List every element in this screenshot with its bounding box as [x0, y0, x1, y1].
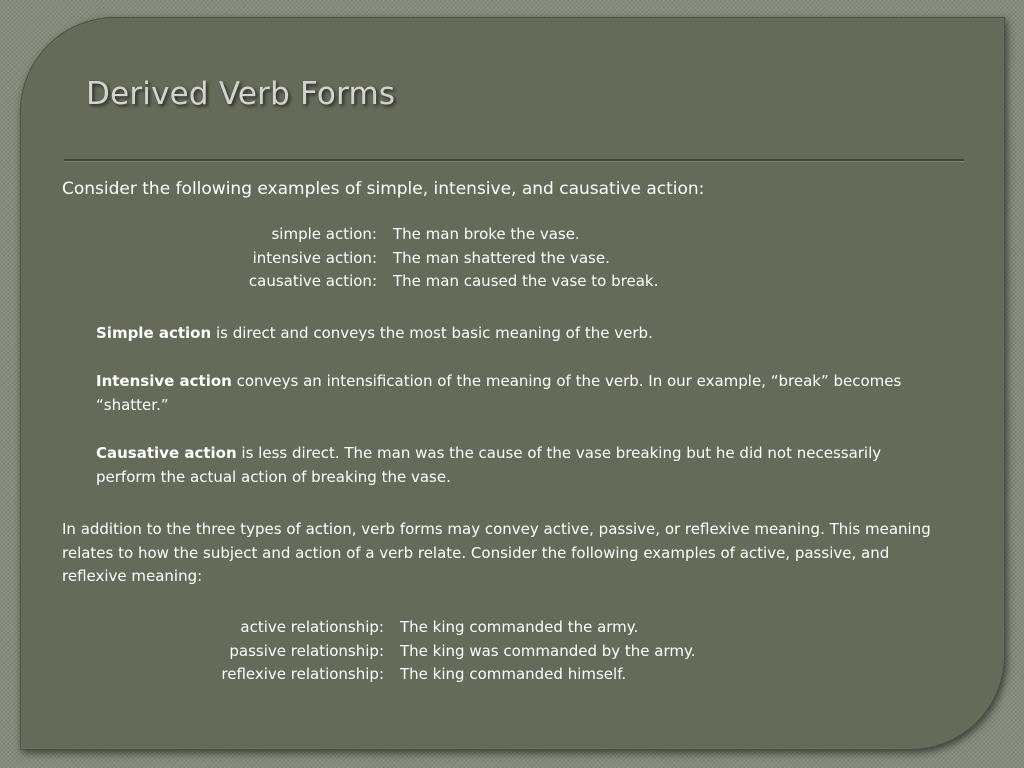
example-label: reflexive relationship: [221, 665, 384, 683]
example-sentence: The king commanded the army. [400, 618, 639, 636]
example-row-intensive [233, 247, 658, 271]
definition-simple [96, 321, 936, 345]
example-row-reflexive [200, 663, 696, 687]
example-row-active [200, 616, 696, 640]
example-sentence: The man broke the vase. [393, 225, 580, 243]
definition-text: is less direct. The man was the cause of the vase breaking but he did not necessarily perform the actual action of breaking the vase. [96, 444, 882, 486]
example-sentence: The king commanded himself. [400, 665, 627, 683]
example-label: active relationship: [240, 618, 384, 636]
example-label: causative action: [248, 272, 377, 290]
definition-causative [96, 441, 936, 489]
definition-term: Intensive action [96, 372, 232, 390]
example-sentence: The king was commanded by the army. [400, 641, 696, 660]
example-sentence: The man shattered the vase. [393, 248, 610, 267]
example-label: simple action: [271, 225, 377, 243]
slide-title: Derived Verb Forms [86, 76, 396, 112]
definition-intensive [96, 369, 936, 417]
definition-text: conveys an intensification of the meaning of the verb. In our example, “break” becomes “shatter.” [96, 372, 902, 414]
title-divider [64, 159, 964, 162]
intro-text: Consider the following examples of simple, intensive, and causative action: [62, 179, 705, 199]
example-row-passive [200, 640, 696, 664]
example-label: intensive action: [252, 248, 377, 267]
example-row-causative [233, 270, 658, 294]
definition-text: is direct and conveys the most basic meaning of the verb. [211, 324, 653, 342]
relationship-examples-table [200, 616, 696, 687]
action-examples-table [233, 223, 658, 294]
example-row-simple [233, 223, 658, 247]
example-label: passive relationship: [229, 641, 384, 660]
definition-term: Simple action [96, 324, 212, 342]
definition-term: Causative action [96, 444, 237, 462]
example-sentence: The man caused the vase to break. [393, 272, 659, 290]
relationship-paragraph: In addition to the three types of action, verb forms may convey active, passive, or reflexive meaning. This meaning relates to how the subject and action of a verb relate. Consider the following examples of active, passive, and reflexive meaning: [62, 520, 931, 585]
